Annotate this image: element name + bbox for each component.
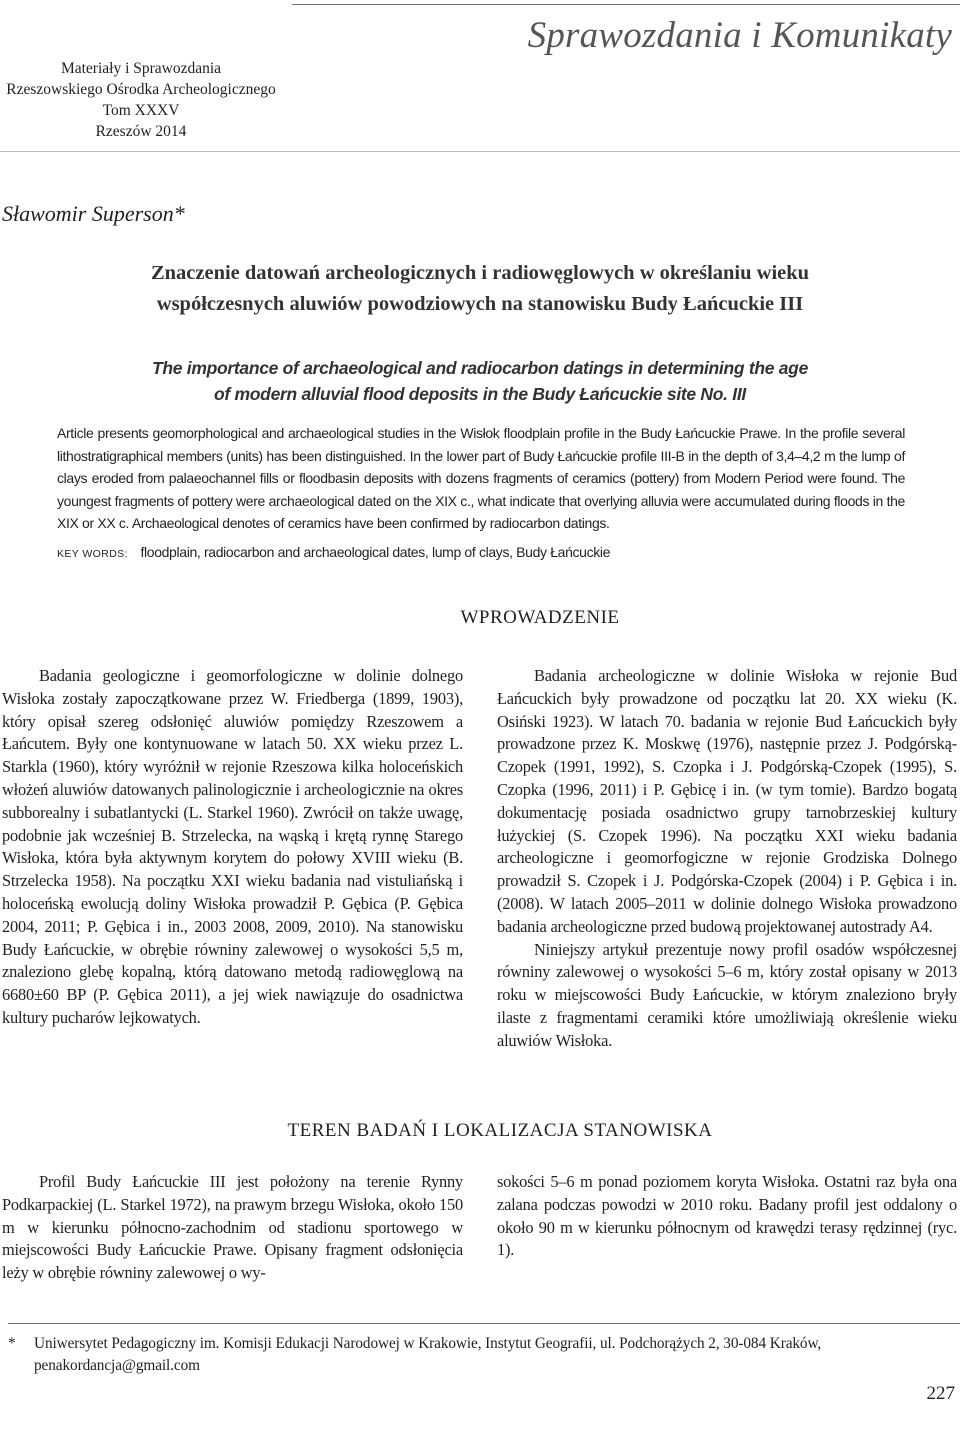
section-heading-area: TEREN BADAŃ I LOKALIZACJA STANOWISKA: [287, 1120, 713, 1141]
area-paragraph-continued: sokości 5–6 m ponad poziomem koryta Wisłoka. Ostatni raz była ona zalana podczas powodzi w 2010 roku. Badany profil jest oddalony o około 90 m w kierunku północnym od krawędzi terasy rędzinnej (ryc. 1).: [497, 1172, 957, 1260]
area-paragraph-start: Profil Budy Łańcuckie III jest położony na terenie Rynny Podkarpackiej (L. Starkel 1972), na prawym brzegu Wisłoka, około 150 m w kierunku północno-zachodnim od stadionu sportowego w miejscowości Budy Łańcuckie Prawe. Opisany fragment odsłonięcia leży w obrębie równiny zalewowej o wy-: [2, 1172, 463, 1283]
title-en-line-1: The importance of archaeological and radiocarbon datings in determining the age: [152, 358, 808, 378]
journal-volume: Tom XXXV: [102, 102, 180, 119]
keywords: [57, 541, 917, 565]
abstract: Article presents geomorphological and archaeological studies in the Wisłok floodplain profile in the Budy Łańcuckie Prawe. In the profile several lithostratigraphical members (units) has been distinguished. In the lower part of Budy Łańcuckie profile III-B in the depth of 3,4–4,2 m the lump of clays eroded from palaeochannel fills or floodbasin deposits with dozens fragments of ceramics (pottery) from Modern Period were found. The youngest fragments of pottery were archaeological dated on the XIX c., what indicate that overlying alluvia were accumulated during floods in the XIX or XX c. Archaeological denotes of ceramics have been confirmed by radiocarbon datings.: [57, 425, 905, 532]
intro-paragraph-3: Niniejszy artykuł prezentuje nowy profil osadów współczesnej równiny zalewowej o wysokości 5–6 m, który został opisany w 2013 roku w miejscowości Budy Łańcuckie, w którym znaleziono bryły ilaste z fragmentami ceramiki które umożliwiają określenie wieku aluwiów Wisłoka.: [497, 939, 957, 1050]
intro-column-left: [2, 665, 463, 1030]
title-pl-line-1: Znaczenie datowań archeologicznych i radiowęglowych w określaniu wieku: [150, 262, 810, 284]
area-column-left: [2, 1171, 463, 1285]
footnote: [8, 1333, 938, 1377]
journal-publisher: Rzeszowskiego Ośrodka Archeologicznego: [6, 81, 276, 98]
footnote-rule: [8, 1323, 960, 1324]
footnote-marker: *: [8, 1335, 16, 1352]
article-title-pl: [60, 258, 900, 320]
keywords-list: floodplain, radiocarbon and archaeological dates, lump of clays, Budy Łańcuckie: [140, 544, 611, 560]
area-column-right: [497, 1171, 957, 1262]
journal-info: [0, 58, 282, 142]
journal-place-year: Rzeszów 2014: [95, 123, 187, 140]
top-rule: [292, 4, 960, 5]
intro-paragraph-2: Badania archeologiczne w dolinie Wisłoka w rejonie Bud Łańcuckich były prowadzone od początku lat 20. XX wieku (K. Osiński 1923). W latach 70. badania w rejonie Bud Łańcuckich były prowadzone przez K. Moskwę (1976), następnie przez J. Podgórską-Czopek (1991, 1992), S. Czopka i J. Podgórską-Czopek (1995), S. Czopka (1996, 2011) i P. Gębicę i in. (w tym tomie). Bardzo bogatą dokumentację posiada osadnictwo grupy tarnobrzeskiej kultury łużyckiej (S. Czopek 1996). Na początku XXI wieku badania archeologiczne i geomorfogiczne w rejonie Grodziska Dolnego prowadził S. Czopek i J. Podgórska-Czopek (2004) i P. Gębica i in. (2008). W latach 2005–2011 w dolinie dolnego Wisłoka prowadzono badania archeologiczne przed budową projektowanej autostrady A4.: [497, 666, 957, 936]
title-en-line-2: of modern alluvial flood deposits in the Budy Łańcuckie site No. III: [214, 384, 746, 404]
section-heading-intro: WPROWADZENIE: [460, 607, 620, 628]
header-rule: [0, 151, 960, 152]
section-title: Sprawozdania i Komunikaty: [527, 15, 952, 56]
keywords-label: KEY WORDS:: [57, 548, 128, 560]
intro-paragraph-1: Badania geologiczne i geomorfologiczne w dolinie dolnego Wisłoka zostały zapoczątkowane przez W. Friedberga (1899, 1903), który opisał szereg odsłonięć aluwiów pomiędzy Rzeszowem a Łańcutem. Były one kontynuowane w latach 50. XX wieku przez L. Starkla (1960), który wyróżnił w rejonie Rzeszowa kilka holoceńskich włożeń aluwiów datowanych palinologicznie i archeologicznie na okres subborealny i subatlantycki (L. Starkel 1960). Zwrócił on także uwagę, podobnie jak wcześniej B. Strzelecka, na wąską i krętą rynnę Starego Wisłoka, która była aktywnym korytem do połowy XVIII wieku (B. Strzelecka 1958). Na początku XXI wieku badania nad vistuliańską i holoceńską ewolucją doliny Wisłoka prowadził P. Gębica (P. Gębica 2004, 2011; P. Gębica i in., 2003 2008, 2009, 2010). Na stanowisku Budy Łańcuckie, w obrębie równiny zalewowej o wysokości 5,5 m, znaleziono glebę kopalną, którą datowano metodą radiowęglową na 6680±60 BP (P. Gębica 2011), a jej wiek nawiązuje do osadnictwa kultury pucharów lejkowatych.: [2, 666, 463, 1027]
intro-column-right: [497, 665, 957, 1053]
article-title-en: [60, 355, 900, 407]
journal-name: Materiały i Sprawozdania: [60, 60, 222, 77]
author-name: Sławomir Superson*: [2, 201, 185, 226]
page-number: 227: [926, 1383, 955, 1404]
footnote-text: Uniwersytet Pedagogiczny im. Komisji Edukacji Narodowej w Krakowie, Instytut Geografii, ul. Podchorążych 2, 30-084 Kraków, penakordancja@gmail.com: [34, 1335, 822, 1374]
title-pl-line-2: współczesnych aluwiów powodziowych na stanowisku Budy Łańcuckie III: [156, 293, 804, 315]
